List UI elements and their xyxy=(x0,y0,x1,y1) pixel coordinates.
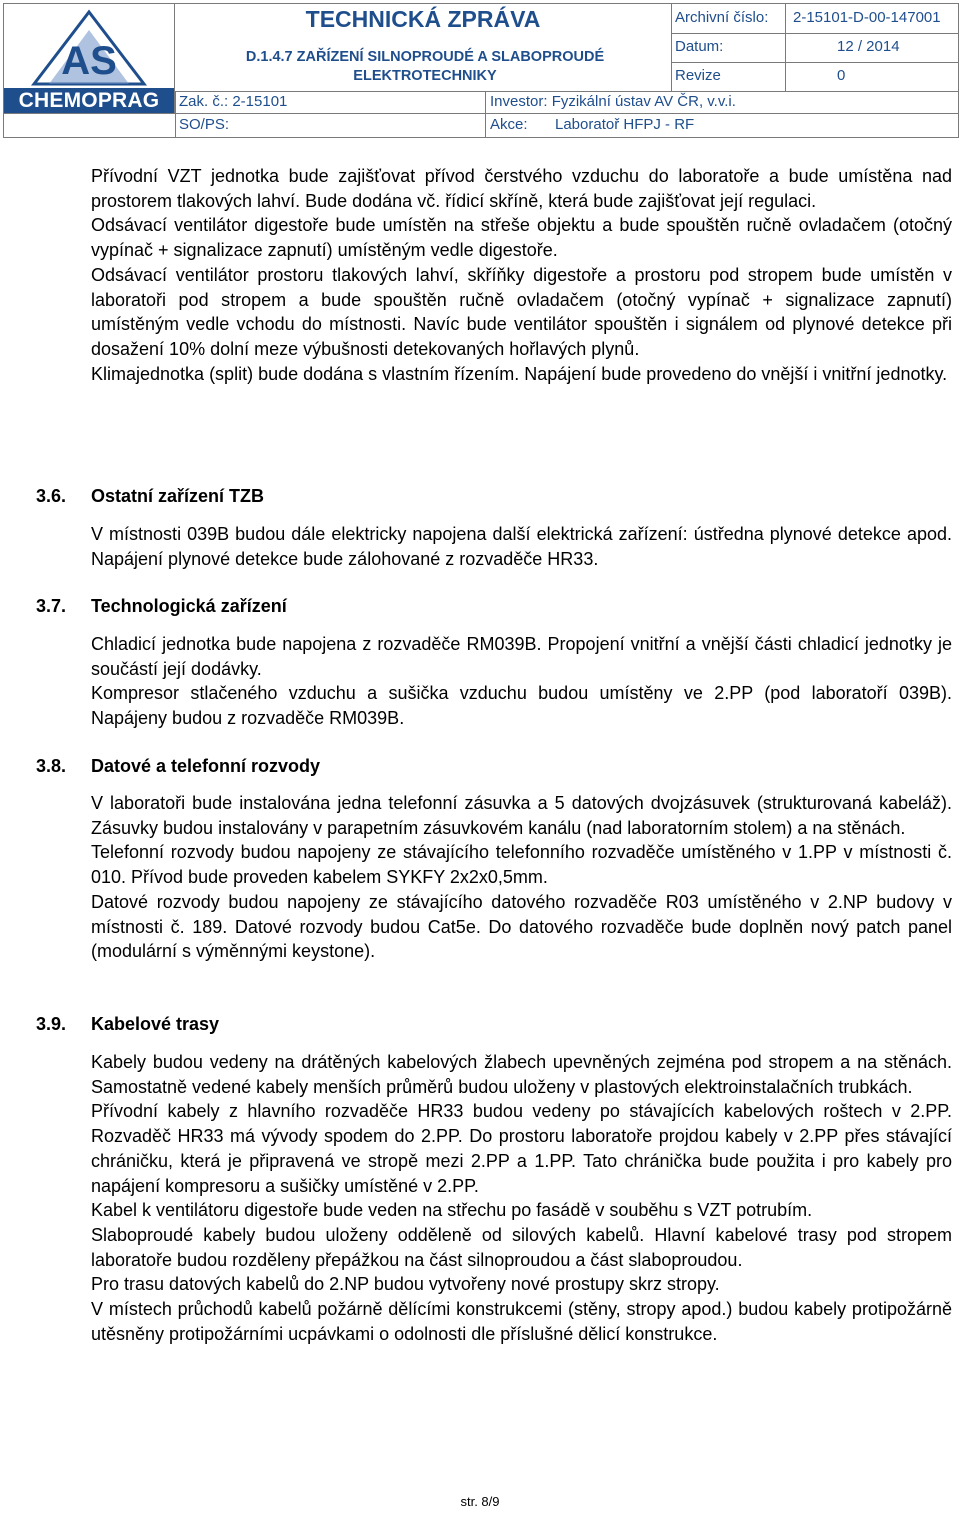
section-3-7-text xyxy=(91,632,952,731)
paragraph: Odsávací ventilátor prostoru tlakových lahví, skříňky digestoře a prostoru pod stropem bude umístěn v laboratoři pod stropem a bude spouštěn ručně ovladačem (otočný vypínač + signalizace zapnutí) umístěným vedle vchodu do místnosti. Navíc bude ventilátor spouštěn i signálem od plynové detekce při dosažení 10% dolní meze výbušnosti detekovaných hořlavých plynů. xyxy=(91,264,952,359)
contract-number: Zak. č.: 2-15101 xyxy=(179,93,288,110)
paragraph: Telefonní rozvody budou napojeny ze stávajícího telefonního rozvaděče umístěného v 1.PP v místnosti č. 010. Přívod bude proveden kabelem SYKFY 2x2x0,5mm. xyxy=(91,842,952,888)
revision-row xyxy=(671,62,958,91)
paragraph: Přívodní kabely z hlavního rozvaděče HR33 budou vedeny po stávajících kabelových roštech v 2.PP. Rozvaděč HR33 má vývody spodem do 2.PP. Do prostoru laboratoře projdou kabely v 2.PP přes stávající chráničku, která je připravená ve stropě mezi 2.PP a 1.PP. Tato chránička bude použita i pro kabely pro napájení kompresoru a sušičky umístěné v 2.PP. xyxy=(91,1101,952,1196)
paragraph: Kompresor stlačeného vzduchu a sušička vzduchu budou umístěny ve 2.PP (pod laboratoří 039B). Napájeny budou z rozvaděče RM039B. xyxy=(91,683,952,729)
document-header xyxy=(3,3,959,138)
paragraph: V laboratoři bude instalována jedna telefonní zásuvka a 5 datových dvojzásuvek (strukturovaná kabeláž). Zásuvky budou instalovány v parapetním zásuvkovém kanálu (nad laboratorním stolem) a na stěnách. xyxy=(91,793,952,838)
paragraph: Pro trasu datových kabelů do 2.NP budou vytvořeny nové prostupy skrz stropy. xyxy=(91,1274,720,1295)
logo-brand-name: CHEMOPRAG xyxy=(4,88,175,113)
section-title: Kabelové trasy xyxy=(91,1014,220,1034)
section-3-6-text xyxy=(91,522,952,571)
paragraph: V místnosti 039B budou dále elektricky napojena další elektrická zařízení: ústředna plynové detekce apod. Napájení plynové detekce bude zálohované z rozvaděče HR33. xyxy=(91,524,952,569)
archive-row xyxy=(671,4,958,34)
paragraph: Kabel k ventilátoru digestoře bude veden na střechu po fasádě v souběhu s VZT potrubím. xyxy=(91,1200,813,1221)
date-value: 12 / 2014 xyxy=(837,38,900,55)
paragraph: Klimajednotka (split) bude dodána s vlastním řízením. Napájení bude provedeno do vnější i vnitřní jednotky. xyxy=(91,363,948,384)
paragraph: Chladicí jednotka bude napojena z rozvaděče RM039B. Propojení vnitřní a vnější části chladicí jednotky je součástí její dodávky. xyxy=(91,634,952,679)
date-row xyxy=(671,33,958,63)
paragraph: Kabely budou vedeny na drátěných kabelových žlabech upevněných zejména pod stropem a na stěnách. Samostatně vedené kabely menších průměrů budou uloženy v plastových elektroinstalačních trubkách. xyxy=(91,1052,952,1097)
revision-label: Revize xyxy=(675,67,721,84)
section-number: 3.9. xyxy=(36,1014,67,1034)
section-title: Technologická zařízení xyxy=(91,596,287,616)
revision-value: 0 xyxy=(837,67,846,84)
section-number: 3.7. xyxy=(36,596,67,616)
svg-text:AS: AS xyxy=(61,39,117,83)
so-ps-label: SO/PS: xyxy=(179,116,230,133)
date-label: Datum: xyxy=(675,38,724,55)
paragraph: Přívodní VZT jednotka bude zajišťovat přívod čerstvého vzduchu do laboratoře a bude umístěna nad prostorem tlakových lahví. Bude dodána vč. řídicí skříně, která bude zajišťovat její regulaci. xyxy=(91,166,952,211)
section-3-8-text xyxy=(91,791,952,964)
akce-label: Akce: xyxy=(490,116,528,133)
document-meta xyxy=(671,4,958,91)
title-block xyxy=(175,4,672,91)
section-title: Ostatní zařízení TZB xyxy=(91,486,265,506)
intro-text xyxy=(91,164,952,386)
archive-label: Archivní číslo: xyxy=(675,9,769,26)
paragraph: V místech průchodů kabelů požárně dělícími konstrukcemi (stěny, stropy apod.) budou kabely protipožárně utěsněny protipožárními ucpávkami o odolnosti dle příslušné dělicí konstrukce. xyxy=(91,1299,952,1344)
section-title: Datové a telefonní rozvody xyxy=(91,756,321,776)
page-number: str. 8/9 xyxy=(460,1494,500,1509)
section-3-9-text xyxy=(91,1050,952,1346)
archive-value: 2-15101-D-00-147001 xyxy=(793,9,941,26)
paragraph: Slaboproudé kabely budou uloženy odděleně od silových kabelů. Hlavní kabelové trasy pod stropem laboratoře budou rozděleny přepážkou na část silnoproudou a část slaboproudou. xyxy=(91,1224,952,1270)
document-type-title: TECHNICKÁ ZPRÁVA xyxy=(305,6,541,32)
akce-value: Laboratoř HFPJ - RF xyxy=(555,116,695,133)
paragraph: Odsávací ventilátor digestoře bude umístěn na střeše objektu a bude spouštěn ručně ovladačem (otočný vypínač + signalizace zapnutí) umístěným vedle digestoře. xyxy=(91,215,952,261)
company-logo xyxy=(4,4,175,88)
paragraph: Datové rozvody budou napojeny ze stávajícího datového rozvaděče R03 umístěného v 2.NP budovy v místnosti č. 189. Datové rozvody budou Cat5e. Do datového rozvaděče bude doplněn nový patch panel (modulární s výměnnými keystone). xyxy=(91,891,952,962)
investor: Investor: Fyzikální ústav AV ČR, v.v.i. xyxy=(490,93,736,110)
section-number: 3.8. xyxy=(36,756,67,776)
section-number: 3.6. xyxy=(36,486,67,506)
logo-as-emblem-icon xyxy=(4,4,174,88)
document-subtitle: D.1.4.7 ZAŘÍZENÍ SILNOPROUDÉ A SLABOPROUDÉ ELEKTROTECHNIKY xyxy=(245,49,605,84)
